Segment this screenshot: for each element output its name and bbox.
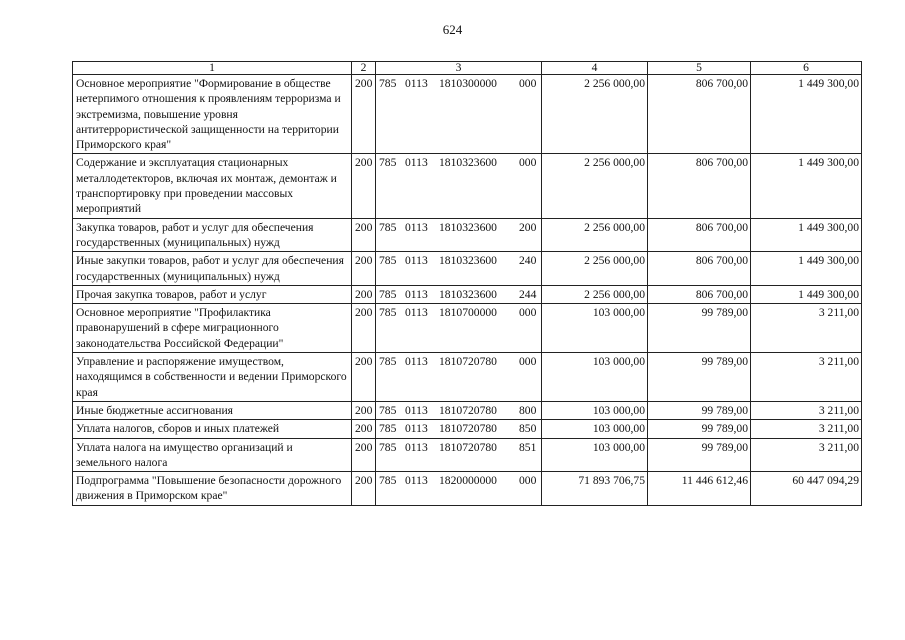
row-name: Уплата налога на имущество организаций и земельного налога xyxy=(73,438,352,472)
row-name: Подпрограмма "Повышение безопасности дорожного движения в Приморском крае" xyxy=(73,472,352,506)
page-number: 624 xyxy=(442,22,463,37)
expense-code: 000 xyxy=(519,77,537,90)
row-value-6: 3 211,00 xyxy=(751,420,862,438)
table-row xyxy=(73,401,862,419)
budget-table xyxy=(72,61,862,506)
ministry-code: 785 xyxy=(379,156,397,170)
row-codes xyxy=(376,420,542,438)
row-value-5: 806 700,00 xyxy=(648,75,751,154)
target-code: 1810720780 xyxy=(439,355,497,369)
row-value-6: 1 449 300,00 xyxy=(751,218,862,252)
row-name: Закупка товаров, работ и услуг для обеспечения государственных (муниципальных) нужд xyxy=(73,218,352,252)
row-value-4: 2 256 000,00 xyxy=(542,252,648,286)
table-row xyxy=(73,472,862,506)
row-value-4: 2 256 000,00 xyxy=(542,75,648,154)
row-value-6: 60 447 094,29 xyxy=(751,472,862,506)
row-value-6: 3 211,00 xyxy=(751,353,862,402)
row-name: Уплата налогов, сборов и иных платежей xyxy=(73,420,352,438)
row-value-6: 1 449 300,00 xyxy=(751,285,862,303)
row-value-5: 806 700,00 xyxy=(648,218,751,252)
row-value-4: 71 893 706,75 xyxy=(542,472,648,506)
section-code: 0113 xyxy=(405,355,428,369)
table-row xyxy=(73,252,862,286)
row-codes xyxy=(376,304,542,353)
row-codes xyxy=(376,353,542,402)
expense-code: 240 xyxy=(519,254,537,268)
row-name: Содержание и эксплуатация стационарных металлодетекторов, включая их монтаж, демонтаж и транспортировку при проведении массовых мероприятий xyxy=(73,154,352,218)
ministry-code: 785 xyxy=(379,355,397,369)
row-code-col2: 200 xyxy=(352,401,376,419)
row-value-5: 99 789,00 xyxy=(648,401,751,419)
target-code: 1810720780 xyxy=(439,422,497,436)
target-code: 1810300000 xyxy=(439,77,497,90)
ministry-code: 785 xyxy=(379,77,397,90)
row-codes xyxy=(376,401,542,419)
row-name: Основное мероприятие "Профилактика правонарушений в сфере миграционного законодательства Российской Федерации" xyxy=(73,304,352,353)
section-code: 0113 xyxy=(405,440,428,454)
row-value-5: 99 789,00 xyxy=(648,420,751,438)
table-row xyxy=(73,75,862,154)
row-codes xyxy=(376,472,542,506)
section-code: 0113 xyxy=(405,220,428,234)
row-code-col2: 200 xyxy=(352,218,376,252)
target-code: 1810323600 xyxy=(439,287,497,301)
section-code: 0113 xyxy=(405,474,428,488)
table-header-row xyxy=(73,62,862,75)
row-value-6: 3 211,00 xyxy=(751,438,862,472)
ministry-code: 785 xyxy=(379,306,397,320)
target-code: 1810323600 xyxy=(439,220,497,234)
table-row xyxy=(73,285,862,303)
row-value-4: 103 000,00 xyxy=(542,438,648,472)
row-code-col2: 200 xyxy=(352,285,376,303)
row-code-col2: 200 xyxy=(352,252,376,286)
ministry-code: 785 xyxy=(379,474,397,488)
row-value-4: 2 256 000,00 xyxy=(542,285,648,303)
ministry-code: 785 xyxy=(379,254,397,268)
target-code: 1810323600 xyxy=(439,156,497,170)
row-value-6: 1 449 300,00 xyxy=(751,154,862,218)
table-row xyxy=(73,438,862,472)
row-name: Иные бюджетные ассигнования xyxy=(73,401,352,419)
row-code-col2: 200 xyxy=(352,472,376,506)
expense-code: 000 xyxy=(519,474,537,488)
row-value-5: 806 700,00 xyxy=(648,154,751,218)
section-code: 0113 xyxy=(405,403,428,417)
row-value-4: 2 256 000,00 xyxy=(542,218,648,252)
row-value-5: 806 700,00 xyxy=(648,252,751,286)
row-value-4: 103 000,00 xyxy=(542,401,648,419)
ministry-code: 785 xyxy=(379,287,397,301)
row-value-4: 103 000,00 xyxy=(542,304,648,353)
expense-code: 000 xyxy=(519,156,537,170)
target-code: 1810700000 xyxy=(439,306,497,320)
ministry-code: 785 xyxy=(379,220,397,234)
table-row xyxy=(73,304,862,353)
ministry-code: 785 xyxy=(379,403,397,417)
section-code: 0113 xyxy=(405,306,428,320)
column-header-2: 2 xyxy=(352,62,376,75)
row-value-5: 806 700,00 xyxy=(648,285,751,303)
expense-code: 244 xyxy=(519,287,537,301)
row-value-4: 103 000,00 xyxy=(542,353,648,402)
expense-code: 850 xyxy=(519,422,537,436)
row-codes xyxy=(376,438,542,472)
section-code: 0113 xyxy=(405,254,428,268)
row-codes xyxy=(376,252,542,286)
target-code: 1820000000 xyxy=(439,474,497,488)
section-code: 0113 xyxy=(405,422,428,436)
section-code: 0113 xyxy=(405,77,428,90)
expense-code: 000 xyxy=(519,355,537,369)
expense-code: 851 xyxy=(519,440,537,454)
row-value-6: 3 211,00 xyxy=(751,304,862,353)
row-codes xyxy=(376,154,542,218)
row-code-col2: 200 xyxy=(352,353,376,402)
row-value-5: 99 789,00 xyxy=(648,438,751,472)
row-value-5: 11 446 612,46 xyxy=(648,472,751,506)
expense-code: 200 xyxy=(519,220,537,234)
expense-code: 800 xyxy=(519,403,537,417)
row-codes xyxy=(376,75,542,154)
section-code: 0113 xyxy=(405,287,428,301)
column-header-3: 3 xyxy=(376,62,542,75)
table-row xyxy=(73,154,862,218)
target-code: 1810720780 xyxy=(439,440,497,454)
section-code: 0113 xyxy=(405,156,428,170)
column-header-4: 4 xyxy=(542,62,648,75)
row-code-col2: 200 xyxy=(352,304,376,353)
row-value-6: 1 449 300,00 xyxy=(751,75,862,154)
row-value-6: 3 211,00 xyxy=(751,401,862,419)
row-value-4: 2 256 000,00 xyxy=(542,154,648,218)
row-code-col2: 200 xyxy=(352,154,376,218)
column-header-5: 5 xyxy=(648,62,751,75)
ministry-code: 785 xyxy=(379,422,397,436)
row-code-col2: 200 xyxy=(352,438,376,472)
row-code-col2: 200 xyxy=(352,75,376,154)
column-header-6: 6 xyxy=(751,62,862,75)
target-code: 1810323600 xyxy=(439,254,497,268)
row-name: Основное мероприятие "Формирование в обществе нетерпимого отношения к проявлениям терроризма и экстремизма, повышение уровня антитеррористической защищенности на территории Приморского края" xyxy=(73,75,352,154)
row-code-col2: 200 xyxy=(352,420,376,438)
table-row xyxy=(73,218,862,252)
expense-code: 000 xyxy=(519,306,537,320)
table-row xyxy=(73,420,862,438)
row-value-5: 99 789,00 xyxy=(648,353,751,402)
ministry-code: 785 xyxy=(379,440,397,454)
row-codes xyxy=(376,285,542,303)
row-name: Иные закупки товаров, работ и услуг для обеспечения государственных (муниципальных) нужд xyxy=(73,252,352,286)
row-codes xyxy=(376,218,542,252)
table-row xyxy=(73,353,862,402)
row-value-6: 1 449 300,00 xyxy=(751,252,862,286)
column-header-1: 1 xyxy=(73,62,352,75)
row-value-5: 99 789,00 xyxy=(648,304,751,353)
row-value-4: 103 000,00 xyxy=(542,420,648,438)
target-code: 1810720780 xyxy=(439,403,497,417)
row-name: Прочая закупка товаров, работ и услуг xyxy=(73,285,352,303)
table-body xyxy=(73,75,862,506)
row-name: Управление и распоряжение имуществом, находящимся в собственности и ведении Приморского края xyxy=(73,353,352,402)
